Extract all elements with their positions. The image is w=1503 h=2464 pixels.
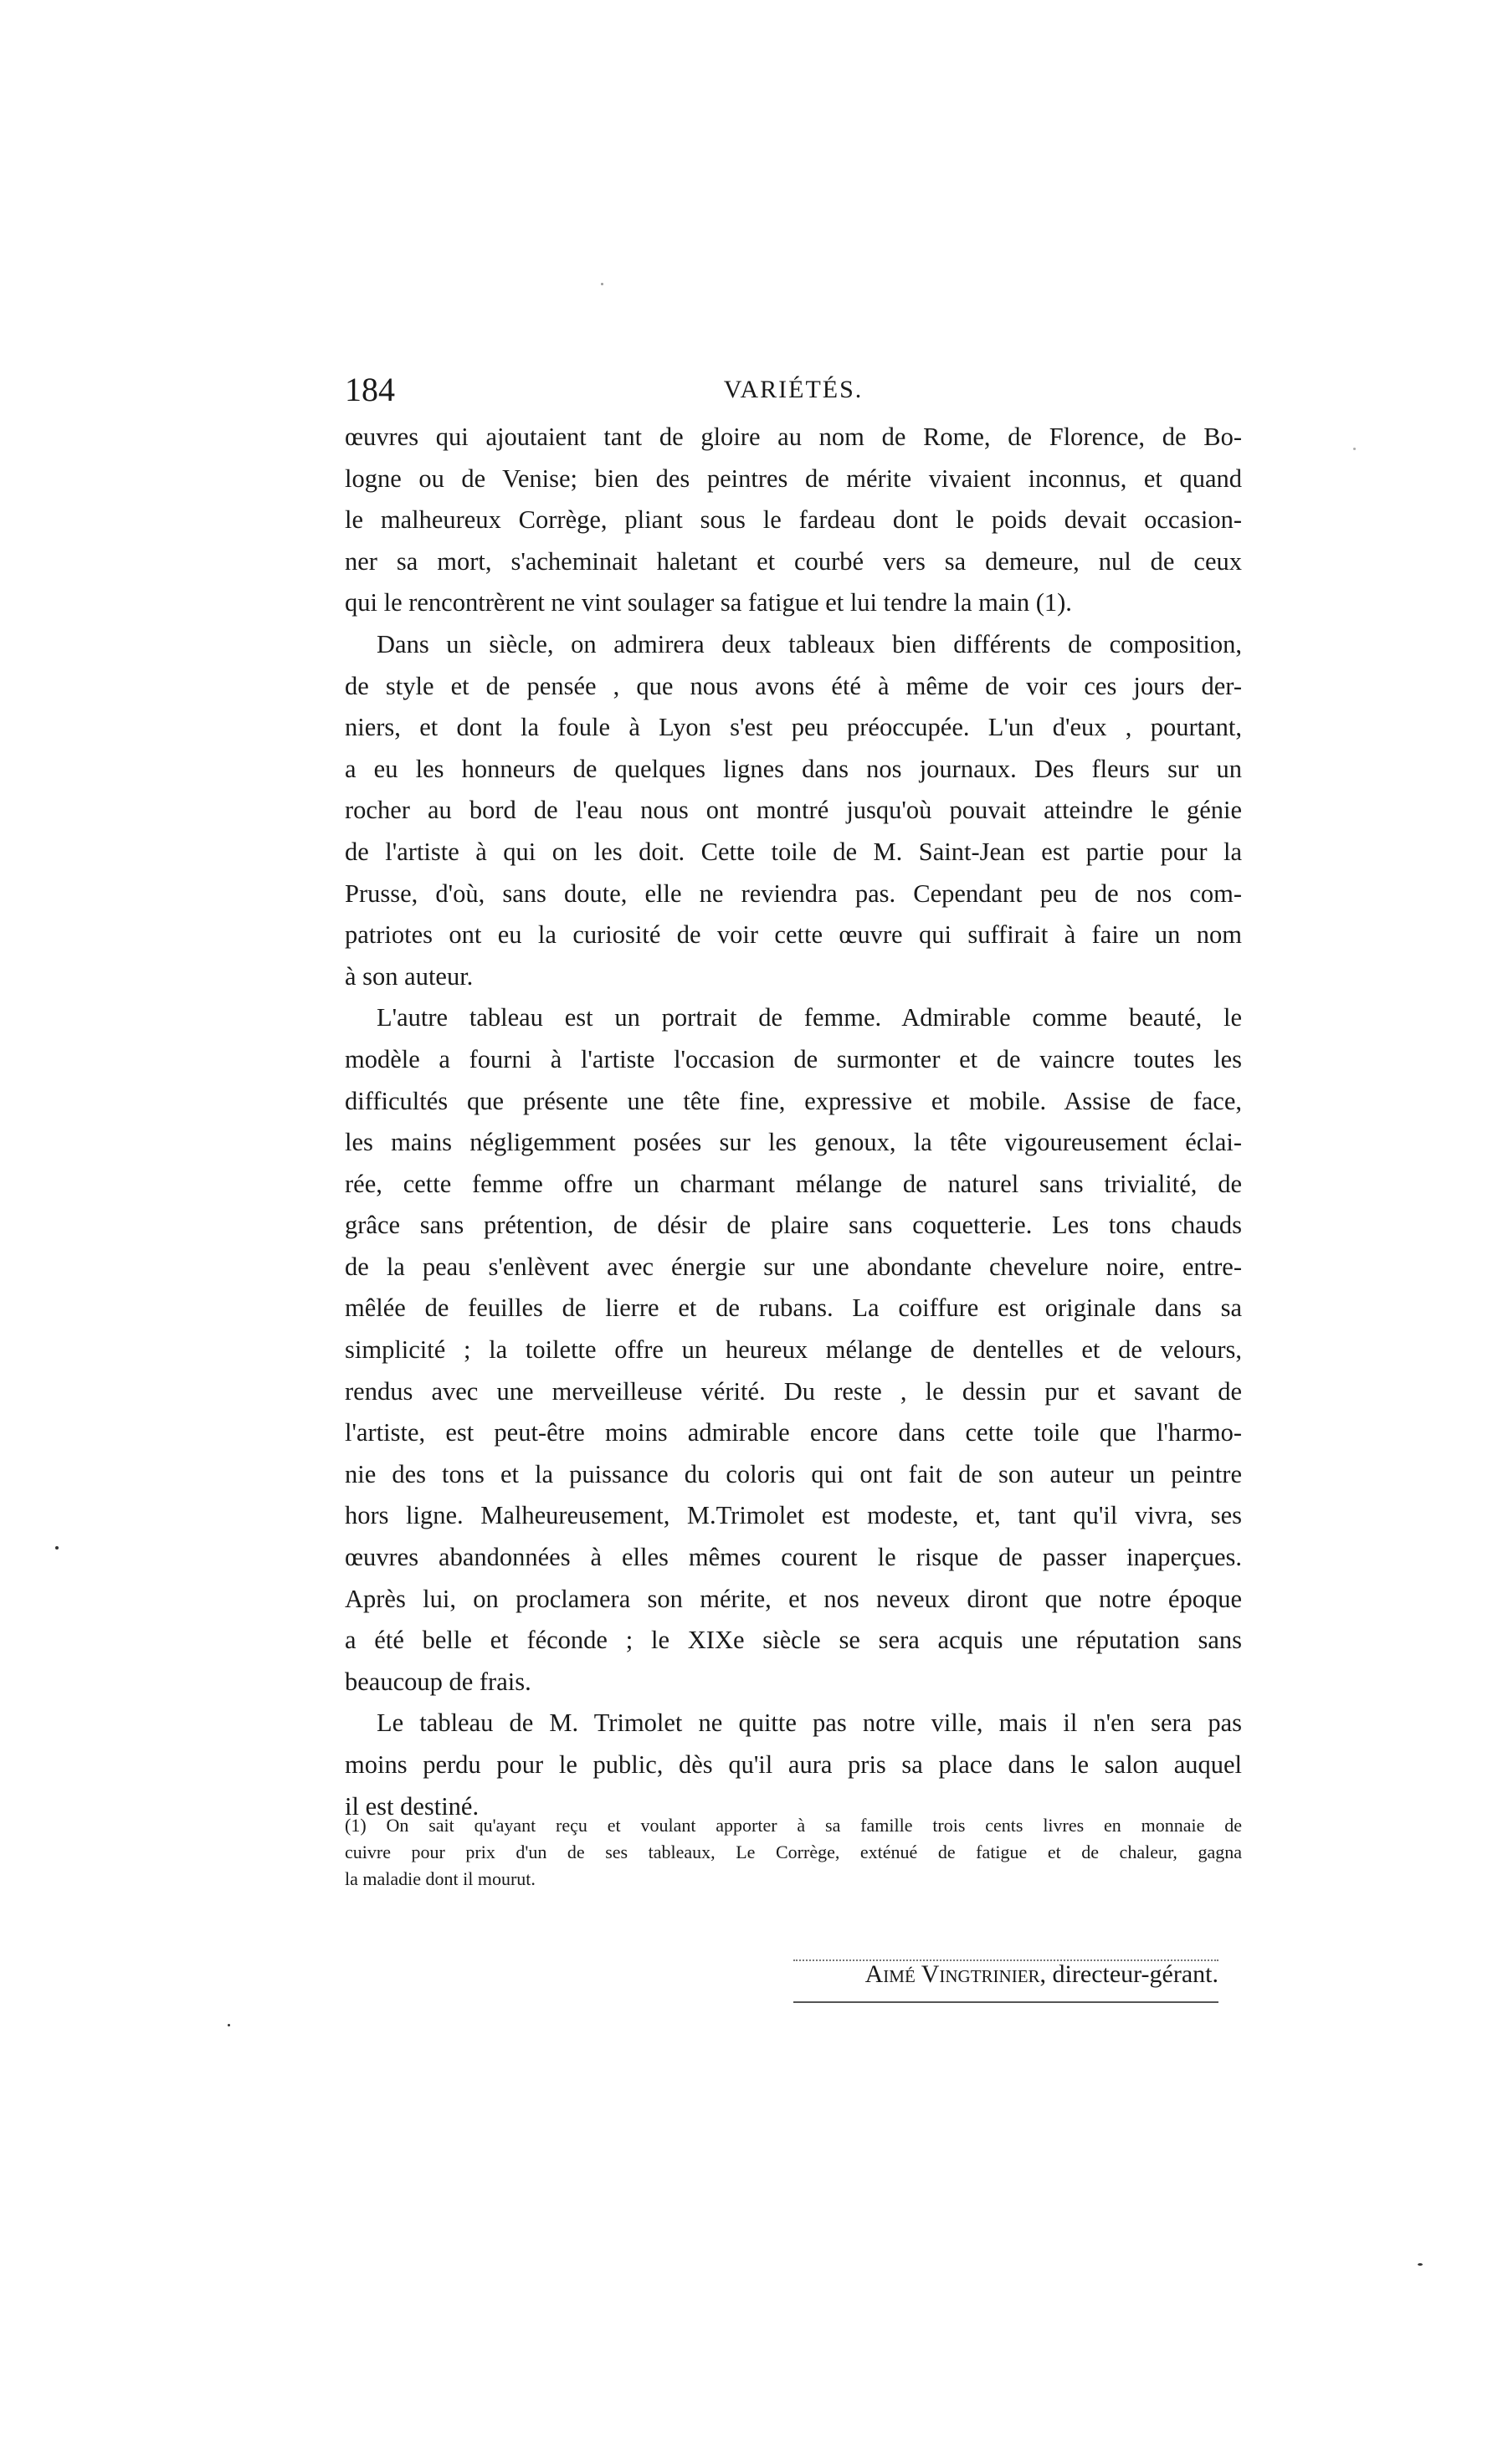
text-line: de la peau s'enlèvent avec énergie sur une abondante chevelure noire, entre- [345,1252,1242,1281]
text-line: difficultés que présente une tête fine, expressive et mobile. Assise de face, [345,1086,1242,1115]
text-line: mêlée de feuilles de lierre et de rubans. La coiffure est originale dans sa [345,1293,1242,1323]
text-line: Le tableau de M. Trimolet ne quitte pas notre ville, mais il n'en sera pas [377,1708,1242,1738]
signature [783,1956,1218,1993]
text-line: rée, cette femme offre un charmant mélange de naturel sans trivialité, de [345,1169,1242,1198]
scan-speck [55,1546,59,1550]
paragraph [345,1703,1242,1827]
text-line: le malheureux Corrège, pliant sous le fardeau dont le poids devait occasion- [345,505,1242,535]
text-line: qui le rencontrèrent ne vint soulager sa fatigue et lui tendre la main (1). [345,588,1072,617]
text-line: Dans un siècle, on admirera deux tableaux bien différents de composition, [377,629,1242,658]
text-line: il est destiné. [345,1791,480,1821]
text-line: grâce sans prétention, de désir de plaire sans coquetterie. Les tons chauds [345,1211,1242,1240]
paragraph [345,417,1242,624]
running-title: VARIÉTÉS. [723,376,864,403]
signature-title: , directeur-gérant. [1039,1960,1218,1988]
text-line: moins perdu pour le public, dès qu'il aura pris sa place dans le salon auquel [345,1750,1242,1779]
text-line: l'artiste, est peut-être moins admirable encore dans cette toile que l'harmo- [345,1418,1242,1447]
text-line: a été belle et féconde ; le XIXe siècle se sera acquis une réputation sans [345,1626,1242,1655]
text-line: Après lui, on proclamera son mérite, et nos neveux diront que notre époque [345,1584,1242,1613]
text-line: de l'artiste à qui on les doit. Cette toile de M. Saint-Jean est partie pour la [345,837,1242,866]
scan-speck [1418,2263,1423,2266]
paragraph [345,624,1242,997]
text-line: niers, et dont la foule à Lyon s'est peu préoccupée. L'un d'eux , pourtant, [345,713,1242,742]
scan-speck [228,2024,230,2026]
text-line: simplicité ; la toilette offre un heureux mélange de dentelles et de velours, [345,1335,1242,1365]
text-line: œuvres qui ajoutaient tant de gloire au nom de Rome, de Florence, de Bo- [345,423,1242,451]
footnote-line: cuivre pour prix d'un de ses tableaux, Le Corrège, exténué de fatigue et de chaleur, gagna [345,1842,1242,1862]
scan-speck [1353,448,1356,450]
footnote-line: (1) On sait qu'ayant reçu et voulant apporter à sa famille trois cents livres en monnaie de [345,1815,1242,1836]
paragraph [345,997,1242,1703]
text-line: logne ou de Venise; bien des peintres de mérite vivaient inconnus, et quand [345,464,1242,493]
text-line: patriotes ont eu la curiosité de voir cette œuvre qui suffirait à faire un nom [345,920,1242,950]
text-line: nie des tons et la puissance du coloris qui ont fait de son auteur un peintre [345,1459,1242,1488]
text-line: ner sa mort, s'acheminait haletant et courbé vers sa demeure, nul de ceux [345,546,1242,576]
text-line: à son auteur. [345,961,474,991]
page-number: 184 [345,371,395,408]
scan-speck [601,283,603,285]
text-line: rocher au bord de l'eau nous ont montré jusqu'où pouvait atteindre le génie [345,796,1242,825]
text-line: les mains négligemment posées sur les genoux, la tête vigoureusement éclai- [345,1128,1242,1157]
text-line: modèle a fourni à l'artiste l'occasion de surmonter et de vaincre toutes les [345,1044,1242,1073]
text-line: de style et de pensée , que nous avons été à même de voir ces jours der- [345,671,1242,700]
footnote-line: la maladie dont il mourut. [345,1868,536,1889]
text-line: œuvres abandonnées à elles mêmes courent le risque de passer inaperçues. [345,1543,1242,1572]
text-line: a eu les honneurs de quelques lignes dans nos journaux. Des fleurs sur un [345,754,1242,783]
text-line: beaucoup de frais. [345,1667,531,1696]
page-header [345,366,1242,413]
body-text [345,417,1242,1827]
text-line: L'autre tableau est un portrait de femme. Admirable comme beauté, le [377,1003,1242,1032]
footnote [345,1812,1242,1893]
signature-rule-bottom [793,2001,1218,2003]
text-line: Prusse, d'où, sans doute, elle ne reviendra pas. Cependant peu de nos com- [345,879,1242,908]
text-line: hors ligne. Malheureusement, M.Trimolet est modeste, et, tant qu'il vivra, ses [345,1501,1242,1530]
signature-name: Aimé Vingtrinier [864,1960,1040,1988]
text-line: rendus avec une merveilleuse vérité. Du reste , le dessin pur et savant de [345,1376,1242,1406]
